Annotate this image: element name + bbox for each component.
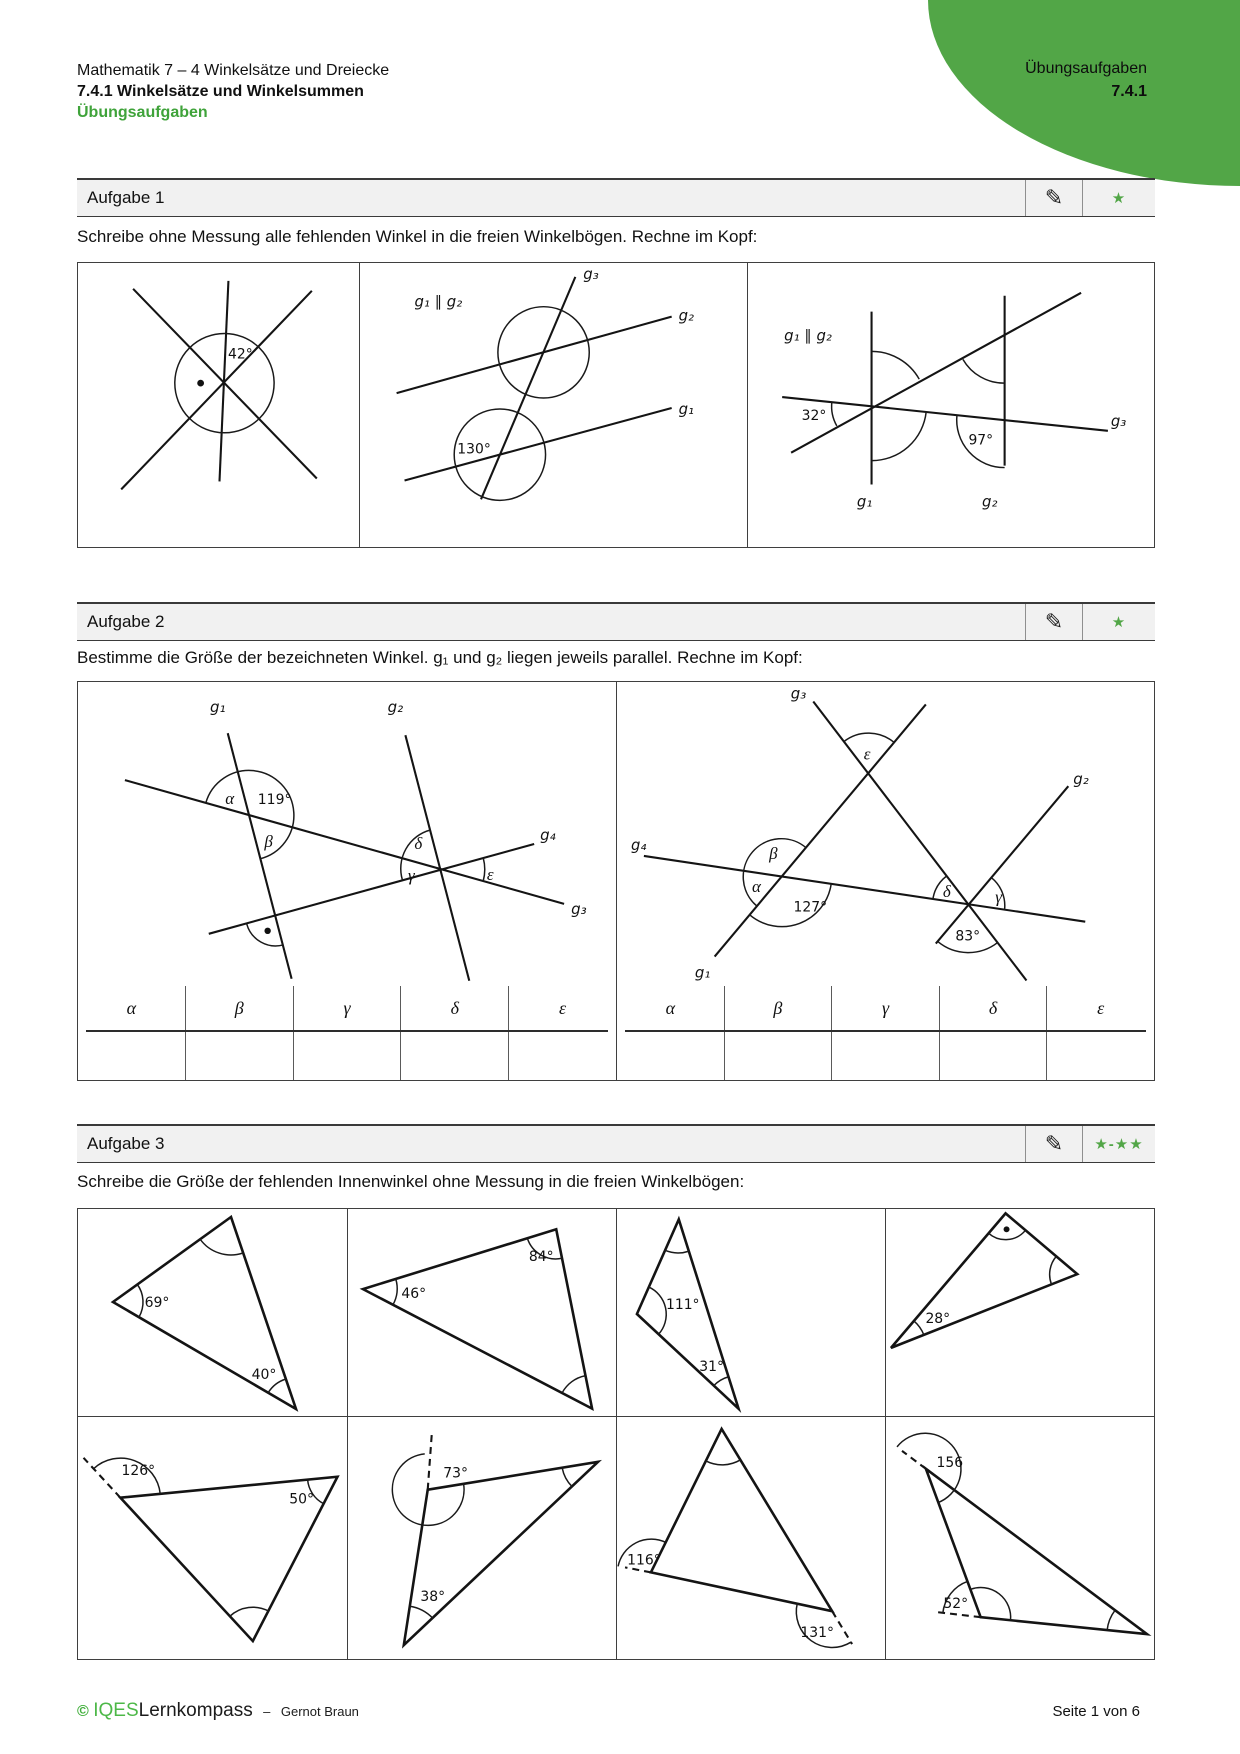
- triangle-geometry: [618, 1429, 852, 1648]
- triangle-r1c2: [347, 1209, 616, 1416]
- angle-label: 38°: [420, 1589, 446, 1606]
- aufgabe1-instruction: Schreibe ohne Messung alle fehlenden Winkel in die freien Winkelbögen. Rechne im Kopf:: [77, 227, 758, 246]
- answer-cell[interactable]: [400, 1032, 508, 1080]
- aufgabe2-title: Aufgabe 2: [87, 612, 165, 631]
- greek-header: β: [724, 986, 832, 1030]
- star-range-icon: ★-★★: [1094, 1136, 1144, 1153]
- g1-label: g₁: [856, 492, 873, 511]
- answer-cell[interactable]: [617, 1032, 724, 1080]
- triangle-r1c4: [885, 1209, 1154, 1416]
- angle-label: 116°: [627, 1552, 661, 1569]
- aufgabe2-right-cell: [616, 682, 1154, 1080]
- angle-label: 111°: [665, 1297, 700, 1314]
- brand-lernkompass: Lernkompass: [138, 1700, 253, 1721]
- angle-label: 32°: [801, 407, 827, 424]
- gamma-label: γ: [408, 865, 415, 885]
- answer-cell[interactable]: [724, 1032, 832, 1080]
- corner-code: 7.4.1: [1111, 83, 1147, 100]
- g2-label: g₂: [678, 306, 695, 325]
- g2-label: g₂: [1073, 770, 1089, 789]
- epsilon-label: ε: [486, 864, 494, 884]
- angle-label: 130°: [457, 441, 491, 458]
- star-icon: ★: [1111, 190, 1127, 207]
- triangle-geometry: [84, 1458, 338, 1641]
- triangle-grid: [77, 1208, 1155, 1660]
- g3-label: g₃: [571, 899, 587, 918]
- aufgabe1-pencil-cell: [1025, 180, 1082, 216]
- triangle-geometry: [363, 1229, 592, 1408]
- greek-header: γ: [293, 986, 401, 1030]
- header-topic: 7.4.1 Winkelsätze und Winkelsummen: [77, 83, 364, 100]
- parallel-statement: g₁ ∥ g₂: [414, 292, 463, 311]
- brand-iqes: IQES: [93, 1700, 139, 1721]
- header-course: Mathematik 7 – 4 Winkelsätze und Dreiecke: [77, 62, 390, 79]
- g3-label: g₃: [583, 264, 599, 283]
- alpha-label: α: [752, 876, 761, 896]
- triangle-geometry: [392, 1435, 598, 1645]
- answer-cell[interactable]: [831, 1032, 939, 1080]
- alpha-label: α: [225, 789, 235, 809]
- star-icon: ★: [1111, 614, 1127, 631]
- page-number: Seite 1 von 6: [1052, 1703, 1140, 1720]
- aufgabe2-left-cell: [78, 682, 616, 1080]
- angle-label: 97°: [968, 432, 994, 449]
- aufgabe3-header-bar: [77, 1124, 1155, 1163]
- aufgabe3-instruction: Schreibe die Größe der fehlenden Innenwinkel ohne Messung in die freien Winkelbögen:: [77, 1172, 745, 1191]
- greek-header: ε: [508, 986, 616, 1030]
- angle-label: 69°: [144, 1295, 170, 1311]
- header-subtitle: Übungsaufgaben: [77, 104, 208, 121]
- triangle-r2c3: [616, 1416, 885, 1659]
- author-sep: –: [263, 1704, 271, 1719]
- aufgabe1-difficulty: [1082, 180, 1155, 216]
- gamma-label: γ: [995, 887, 1002, 907]
- greek-header: β: [185, 986, 293, 1030]
- greek-table-right: [617, 986, 1154, 1080]
- triangle-r2c4: [885, 1416, 1154, 1659]
- g1-label: g₁: [678, 399, 695, 418]
- triangle-r1c1-svg: [78, 1209, 347, 1416]
- triangle-r2c3-svg: [617, 1417, 885, 1659]
- parallels2-svg: [748, 263, 1154, 547]
- angle-label: 127°: [793, 899, 828, 916]
- angle-label: 73°: [443, 1465, 468, 1482]
- angle-label: 40°: [251, 1367, 277, 1383]
- beta-label: β: [769, 843, 778, 863]
- triangle-r1c2-svg: [348, 1209, 616, 1416]
- delta-label: δ: [414, 833, 423, 853]
- page-header: [77, 60, 389, 123]
- triangle-r1c1: [78, 1209, 347, 1416]
- greek-header: α: [665, 997, 676, 1018]
- copyright-icon: ©: [77, 1703, 89, 1720]
- aufgabe3-difficulty: [1082, 1126, 1155, 1162]
- aufgabe3-pencil-cell: [1025, 1126, 1082, 1162]
- answer-cell[interactable]: [293, 1032, 401, 1080]
- delta-label: δ: [942, 881, 951, 901]
- figure-parallels-2: [747, 263, 1154, 547]
- aufgabe1-figure-box: [77, 262, 1155, 548]
- answer-cell[interactable]: [939, 1032, 1047, 1080]
- angle-label: 52°: [943, 1596, 969, 1613]
- g1-label: g₁: [694, 963, 711, 982]
- answer-row: [78, 1032, 616, 1080]
- answer-cell[interactable]: [1046, 1032, 1154, 1080]
- answer-row: [617, 1032, 1154, 1080]
- angle-label: 50°: [289, 1491, 314, 1508]
- author-name: Gernot Braun: [280, 1704, 359, 1719]
- aufgabe2-instruction: Bestimme die Größe der bezeichneten Winkel. g₁ und g₂ liegen jeweils parallel. Rechne im Kopf:: [77, 648, 803, 667]
- g4-label: g₄: [630, 835, 647, 854]
- g4-label: g₄: [540, 825, 556, 844]
- angle-label: 156: [936, 1454, 964, 1471]
- right-angle-dot: [1004, 1226, 1010, 1232]
- angle-label: 46°: [401, 1286, 427, 1303]
- triangle-r2c2: [347, 1416, 616, 1659]
- g1-label: g₁: [209, 698, 226, 717]
- aufgabe2-difficulty: [1082, 604, 1155, 640]
- angle-label: 83°: [955, 928, 981, 945]
- angle-label: 131°: [800, 1625, 835, 1642]
- g3-label: g₃: [1110, 411, 1127, 430]
- aufgabe2-header-bar: [77, 602, 1155, 641]
- aufgabe1-title: Aufgabe 1: [87, 188, 165, 207]
- greek-header: ε: [1046, 986, 1154, 1030]
- g3-label: g₃: [790, 684, 807, 703]
- triangle-r1c3: [616, 1209, 885, 1416]
- g2-label: g₂: [387, 698, 404, 717]
- angles-figure-left-svg: [78, 682, 616, 986]
- triangle-r1c4-svg: [886, 1209, 1154, 1416]
- triangle-r1c3-svg: [617, 1209, 885, 1416]
- greek-header-row: [617, 986, 1154, 1030]
- angle-label: 126°: [121, 1462, 156, 1479]
- triangle-r2c1-svg: [78, 1417, 347, 1659]
- aufgabe2-pencil-cell: [1025, 604, 1082, 640]
- greek-header: γ: [831, 986, 939, 1030]
- angle-label: 42°: [228, 346, 253, 363]
- parallels1-svg: [360, 263, 747, 547]
- triangle-geometry: [897, 1433, 1147, 1634]
- right-angle-dot: [197, 380, 204, 387]
- parallels2-geometry: [782, 293, 1108, 485]
- figure-parallels-1: [359, 263, 747, 547]
- triangle-r2c4-svg: [886, 1417, 1154, 1659]
- corner-label: Übungsaufgaben: [1025, 60, 1147, 77]
- angle-label: 28°: [925, 1310, 951, 1327]
- greek-header-row: [78, 986, 616, 1030]
- angle-label: 119°: [257, 792, 292, 809]
- greek-header: δ: [400, 986, 508, 1030]
- answer-cell[interactable]: [185, 1032, 293, 1080]
- corner-text: [1025, 60, 1147, 101]
- aufgabe2-figure-box: [77, 681, 1155, 1081]
- triangle-r2c2-svg: [348, 1417, 616, 1659]
- figure-crossing-lines: [78, 263, 359, 547]
- page-footer: [77, 1700, 1140, 1722]
- greek-header: δ: [939, 986, 1047, 1030]
- angles-figure-right-svg: [617, 682, 1154, 986]
- beta-label: β: [264, 831, 273, 851]
- epsilon-label: ε: [863, 744, 871, 764]
- triangle-geometry: [891, 1213, 1077, 1347]
- greek-header: α: [126, 997, 137, 1018]
- crossing-lines-geometry: [121, 281, 317, 490]
- answer-cell[interactable]: [508, 1032, 616, 1080]
- angles-left-geometry: [125, 733, 564, 981]
- answer-cell[interactable]: [78, 1032, 185, 1080]
- footer-brand: [77, 1700, 359, 1722]
- greek-table-left: [78, 986, 616, 1080]
- aufgabe1-header-bar: [77, 178, 1155, 217]
- aufgabe3-title: Aufgabe 3: [87, 1134, 165, 1153]
- pencil-icon: ✎: [1044, 1131, 1064, 1156]
- g2-label: g₂: [982, 492, 998, 511]
- pencil-icon: ✎: [1044, 609, 1064, 634]
- pencil-icon: ✎: [1044, 185, 1064, 210]
- angle-label: 84°: [528, 1249, 554, 1266]
- crossing-lines-svg: [78, 263, 359, 547]
- triangle-geometry: [637, 1219, 739, 1408]
- angle-label: 31°: [699, 1358, 725, 1375]
- right-angle-dot: [264, 928, 270, 934]
- parallel-statement: g₁ ∥ g₂: [784, 326, 832, 345]
- triangle-r2c1: [78, 1416, 347, 1659]
